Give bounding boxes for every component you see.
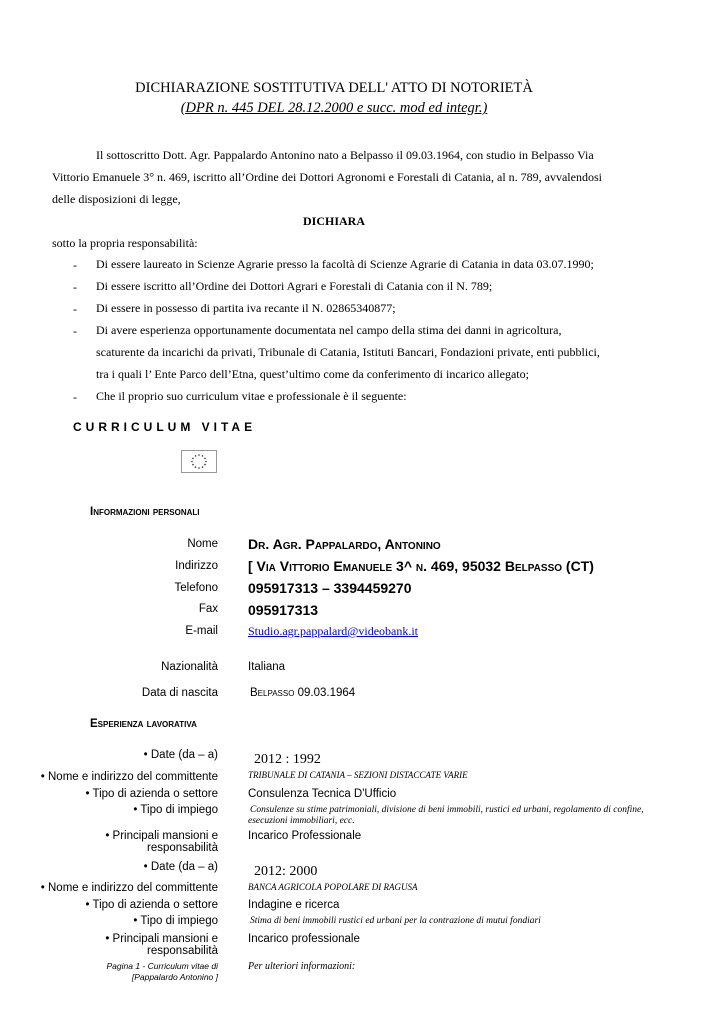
section-title-informazioni-personali: Informazioni personali [90,506,200,518]
footer-page-info-2: [Pappalardo Antonino ] [131,972,218,982]
footer-more-info: Per ulteriori informazioni: [248,961,356,972]
bullet-item-ordine: Di essere iscritto all’Ordine dei Dottori Agrari e Forestali di Catania con il N. 789; [96,279,493,293]
label-azienda: • Tipo di azienda o settore [85,899,218,911]
label-data-nascita: Data di nascita [141,687,218,699]
eu-stars-icon [182,451,216,472]
label-fax: Fax [198,603,218,615]
entry-mansioni: Incarico professionale [248,933,360,945]
cv-heading: CURRICULUM VITAE [73,420,257,434]
label-committente: • Nome e indirizzo del committente [40,882,218,894]
intro-line-2: Vittorio Emanuele 3° n. 469, iscritto all’Ordine dei Dottori Agronomi e Forestali di Catania, al n. 789, avvalendosi [52,170,602,184]
bullet-dash: - [73,302,77,316]
label-email: E-mail [185,625,218,637]
entry-date: 2012: 2000 [254,864,318,879]
value-fax: 095917313 [248,602,319,618]
value-nome: Dr. Agr. Pappalardo, Antonino [248,536,441,552]
entry-azienda: Consulenza Tecnica D'Ufficio [248,788,397,800]
bullet-dash: - [73,324,77,338]
value-telefono: 095917313 – 3394459270 [248,580,412,596]
label-impiego: • Tipo di impiego [133,915,218,927]
dichiara-heading: DICHIARA [302,214,365,228]
entry-impiego-1: Consulenze su stime patrimoniali, divisione di beni immobili, rustici ed urbani, regolamento di confine, [250,805,644,815]
section-title-esperienza-lavorativa: Esperienza lavorativa [90,718,197,730]
label-azienda: • Tipo di azienda o settore [85,788,218,800]
document-title: DICHIARAZIONE SOSTITUTIVA DELL' ATTO DI NOTORIETÀ [135,80,533,96]
label-impiego: • Tipo di impiego [133,804,218,816]
value-indirizzo: [ Via Vittorio Emanuele 3^ n. 469, 95032 Belpasso (CT) [248,558,594,574]
label-nazionalita: Nazionalità [161,661,218,673]
bullet-item-laurea: Di essere laureato in Scienze Agrarie presso la facoltà di Scienze Agrarie di Catania in data 03.07.1990; [96,257,594,271]
label-mansioni: • Principali mansioni e responsabilità [105,933,218,957]
entry-committente: BANCA AGRICOLA POPOLARE DI RAGUSA [248,882,418,892]
entry-impiego-2: esecuzioni immobiliari, ecc. [248,816,355,826]
bullet-item-curriculum: Che il proprio suo curriculum vitae e professionale è il seguente: [96,389,407,403]
label-date: • Date (da – a) [143,749,218,761]
value-data-nascita: Belpasso 09.03.1964 [250,687,356,699]
intro-line-3: delle disposizioni di legge, [52,192,181,206]
entry-mansioni: Incarico Professionale [248,830,362,842]
entry-azienda: Indagine e ricerca [248,899,340,911]
entry-committente: TRIBUNALE DI CATANIA – SEZIONI DISTACCATE VARIE [248,770,468,780]
eu-flag-logo [181,450,217,473]
entry-impiego-1: Stima di beni immobili rustici ed urbani per la contrazione di mutui fondiari [250,916,541,926]
value-nazionalita: Italiana [248,661,286,673]
responsabilita-text: sotto la propria responsabilità: [52,236,198,250]
bullet-dash: - [73,258,77,272]
label-mansioni: • Principali mansioni e responsabilità [105,830,218,854]
entry-date: 2012 : 1992 [254,752,321,767]
label-telefono: Telefono [174,582,218,594]
bullet-item-esperienza-2: scaturente da incarichi da privati, Tribunale di Catania, Istituti Bancari, Fondazioni private, enti pubblici, [96,345,600,359]
label-indirizzo: Indirizzo [175,560,218,572]
bullet-dash: - [73,390,77,404]
bullet-item-partita-iva: Di essere in possesso di partita iva recante il N. 02865340877; [96,301,396,315]
bullet-item-esperienza-3: tra i quali l’ Ente Parco dell’Etna, quest’ultimo come da conferimento di incarico allegato; [96,367,529,381]
bullet-item-esperienza-1: Di avere esperienza opportunamente documentata nel campo della stima dei danni in agricoltura, [96,323,562,337]
label-date: • Date (da – a) [143,861,218,873]
email-link[interactable]: Studio.agr.pappalard@videobank.it [248,624,419,638]
intro-line-1: Il sottoscritto Dott. Agr. Pappalardo Antonino nato a Belpasso il 09.03.1964, con studio in Belpasso Via [96,148,594,162]
label-nome: Nome [187,538,218,550]
bullet-dash: - [73,280,77,294]
footer-page-info-1: Pagina 1 - Curriculum vitae di [106,961,218,971]
document-subtitle: (DPR n. 445 DEL 28.12.2000 e succ. mod ed integr.) [180,100,488,116]
label-committente: • Nome e indirizzo del committente [40,771,218,783]
